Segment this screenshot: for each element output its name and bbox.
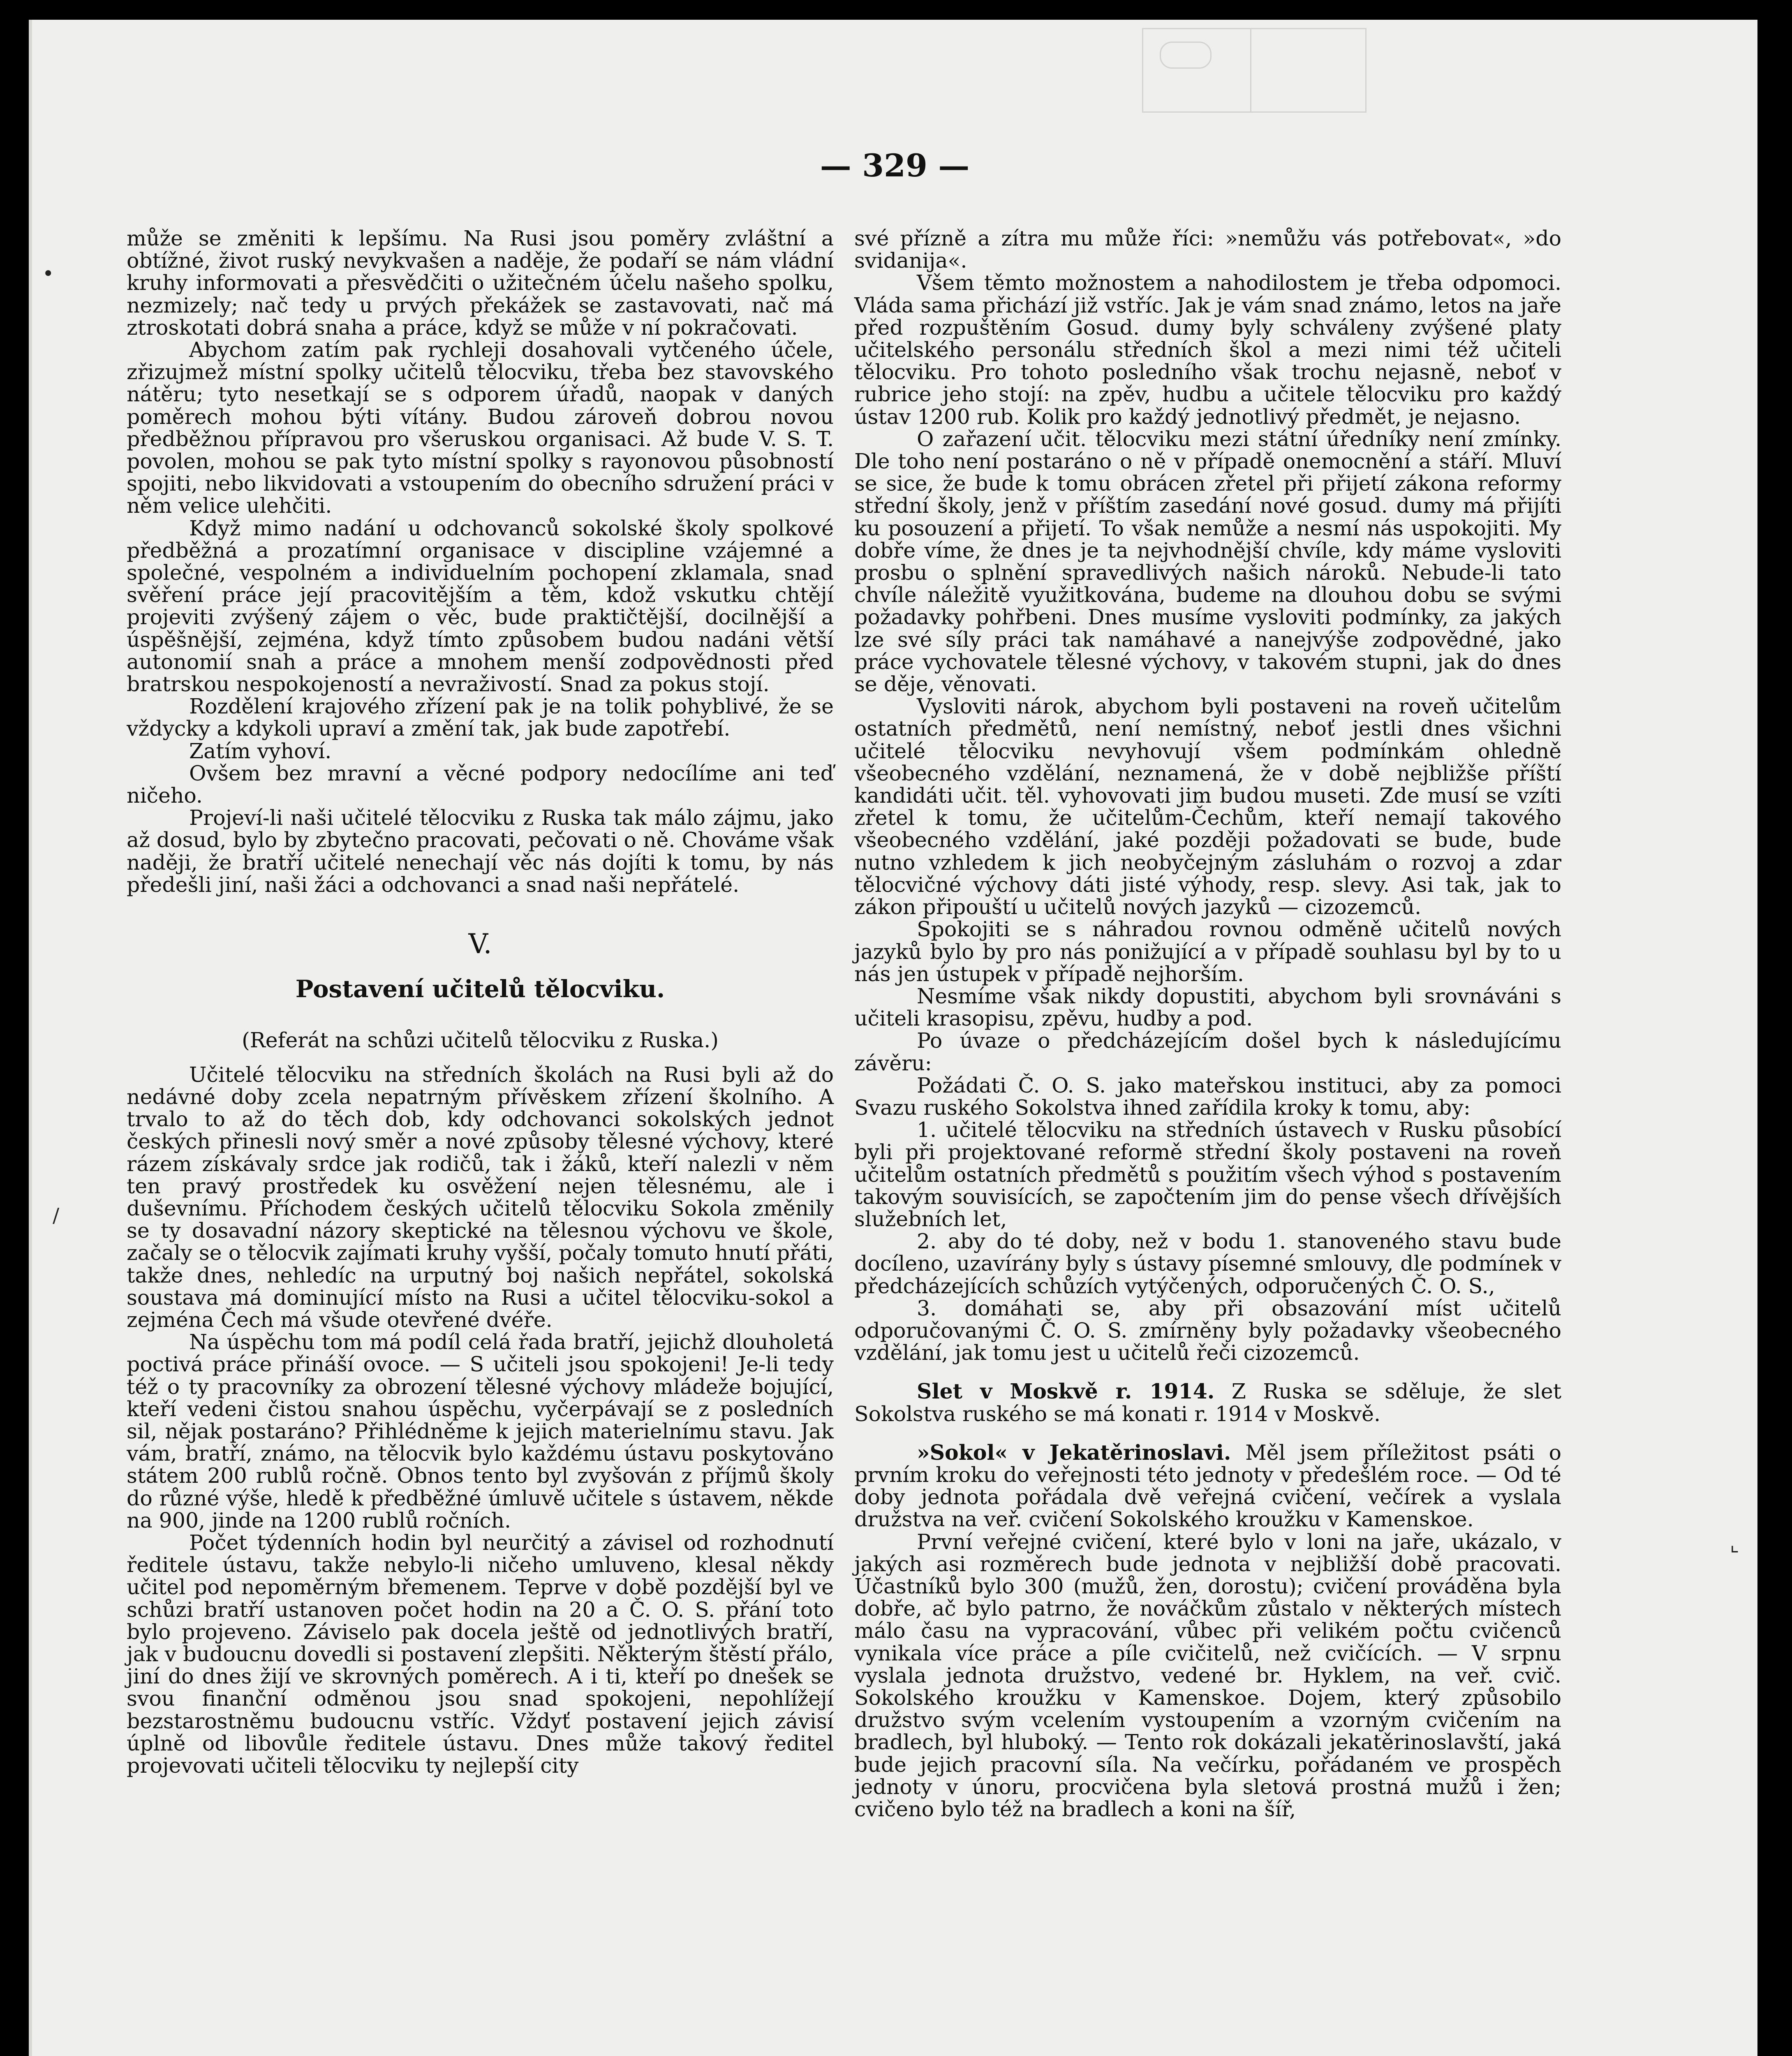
right-paragraphs-2 bbox=[854, 1531, 1561, 1821]
paragraph: První veřejné cvičení, které bylo v loni na jaře, ukázalo, v jakých asi rozměrech bude jednota v nejbližší době pracovati. Účastníků bylo 300 (mužů, žen, dorostu); cvičení prováděna byla dobře, ač bylo patrno, že nováčkům zůstalo v některých místech málo času na vypracování, vůbec při velikém počtu cvičenců vynikala více práce a píle cvičitelů, než cvičících. — V srpnu vyslala jednota družstvo, vedené br. Hyklem, na veř. cvič. Sokolského kroužku v Kamenskoe. Dojem, který způsobilo družstvo svým vcelením vystoupením a vzorným cvičením na bradlech, byl hluboký. — Tento rok dokázali jekatěrinoslavští, jaká bude jejich pracovní síla. Na večírku, pořádaném ve prospěch jednoty v únoru, procvičena byla sletová prostná mužů i žen; cvičeno bylo též na bradlech a koni na šíř, bbox=[854, 1529, 1561, 1822]
left-paragraphs-2 bbox=[127, 1064, 834, 1777]
news-text: Měl jsem příležitost psáti o prvním kroku do veřejnosti této jednoty v předešlém roce. — Od té doby jednota pořádala dvě veřejná cvičení, večírek a vyslala družstva na veř. cvičení Sokolského kroužku v Kamenskoe. bbox=[854, 1440, 1561, 1532]
paragraph: může se změniti k lepšímu. Na Rusi jsou poměry zvláštní a obtížné, život ruský nevykvašen a naděje, že podaří se nám vládní kruhy informovati a přesvědčiti o užitečném účelu našeho spolku, nezmizely; nač tedy u prvých překážek se zastavovati, nač má ztroskotati dobrá snaha a práce, když se může v ní pokračovati. bbox=[127, 226, 834, 340]
paragraph: 3. domáhati se, aby při obsazování míst učitelů odporučovanými Č. O. S. zmírněny byly požadavky všeobecného vzdělání, jak tomu jest u učitelů řeči cizozemců. bbox=[854, 1296, 1561, 1365]
paragraph: 2. aby do té doby, než v bodu 1. stanoveného stavu bude docíleno, uzavírány byly s ústavy písemné smlouvy, dle podmínek v předcházejících schůzích vytýčených, odporučených Č. O. S., bbox=[854, 1229, 1561, 1298]
paragraph: Spokojiti se s náhradou rovnou odměně učitelů nových jazyků bylo by pro nás ponižující a v případě souhlasu byl by to u nás jen ústupek v případě nejhorším. bbox=[854, 917, 1561, 986]
news-headline: Slet v Moskvě r. 1914. bbox=[917, 1379, 1215, 1404]
paragraph: Projeví-li naši učitelé tělocviku z Ruska tak málo zájmu, jako až dosud, bylo by zbytečno pracovati, pečovati o ně. Chováme však naději, že bratří učitelé nenechají věc nás dojíti k tomu, by nás předešli jiní, naši žáci a odchovanci a snad naši nepřátelé. bbox=[127, 806, 834, 897]
margin-mark: • bbox=[42, 262, 54, 285]
paragraph: 1. učitelé tělocviku na středních ústavech v Rusku působící byli při projektované reformě střední školy postaveni na roveň učitelům ostatních předmětů s použitím všech výhod s postavením takovým souvisících, se započtením jim do pense všech dřívějších služebních let, bbox=[854, 1118, 1561, 1231]
paragraph: Učitelé tělocviku na středních školách na Rusi byli až do nedávné doby zcela nepatrným přívěskem zřízení školního. A trvalo to až do těch dob, kdy odchovanci sokolských jednot českých přinesli nový směr a nové způsoby tělesné výchovy, které rázem získávaly srdce jak rodičů, tak i žáků, kteří nalezli v něm ten pravý prostředek ku osvěžení nejen tělesnému, ale i duševnímu. Příchodem českých učitelů tělocviku Sokola změnily se ty dosavadní názory skeptické na tělesnou výchovu ve škole, začaly se o tělocvik zajímati kruhy vyšší, počaly tomuto hnutí přáti, takže dnes, nehledíc na urputný boj našich nepřátel, sokolská soustava má dominující místo na Rusi a učitel tělocviku-sokol a zejména Čech má všude otevřené dvéře. bbox=[127, 1062, 834, 1332]
news-text: Z Ruska se sděluje, že slet Sokolstva ruského se má konati r. 1914 v Moskvě. bbox=[854, 1379, 1561, 1426]
paragraph: Po úvaze o předcházejícím došel bych k následujícímu závěru: bbox=[854, 1028, 1561, 1075]
paragraph: Rozdělení krajového zřízení pak je na tolik pohyblivé, že se vždycky a kdykoli upraví a změní tak, jak bude zapotřebí. bbox=[127, 694, 834, 741]
section-title: Postavení učitelů tělocviku. bbox=[295, 975, 665, 1003]
paragraph: Ovšem bez mravní a věcné podpory nedocílíme ani teď ničeho. bbox=[127, 761, 834, 808]
news-items bbox=[854, 1380, 1561, 1530]
news-item bbox=[854, 1442, 1561, 1531]
paragraph: Počet týdenních hodin byl neurčitý a závisel od rozhodnutí ředitele ústavu, takže nebylo-li ničeho umluveno, klesal někdy učitel pod nepoměrným břemenem. Teprve v době pozdější byl ve schůzi bratří ustanoven počet hodin na 20 a Č. O. S. přání toto bylo projeveno. Záviselo pak docela ještě od jednotlivých bratří, jak v budoucnu dovedli si postavení zlepšiti. Některým štěstí přálo, jiní do dnes žijí ve skrovných poměrech. A i ti, kteří po dnešek se svou finanční odměnou jsou snad spokojeni, nepohlížejí bezstarostněmu budoucnu vstříc. Vždyť postavení jejich závisí úplně od libovůle ředitele ústavu. Dnes může takový ředitel projevovati učiteli tělocviku ty nejlepší city bbox=[127, 1530, 834, 1778]
margin-mark: / bbox=[53, 1204, 60, 1227]
right-paragraphs bbox=[854, 227, 1561, 1364]
library-stamp bbox=[1142, 28, 1367, 113]
paragraph: Abychom zatím pak rychleji dosahovali vytčeného účele, zřizujmež místní spolky učitelů tělocviku, třeba bez stavovského nátěru; tyto nesetkají se s odporem úřadů, naopak v daných poměrech mohou býti vítány. Budou zároveň dobrou novou předběžnou přípravou pro všeruskou organisaci. Až bude V. S. T. povolen, mohou se pak tyto místní spolky s rayonovou působností spojiti, nebo likvidovati a vstoupením do obecního sdružení práci v něm velice ulehčiti. bbox=[127, 338, 834, 518]
paragraph: Všem těmto možnostem a nahodilostem je třeba odpomoci. Vláda sama přichází již vstříc. Jak je vám snad známo, letos na jaře před rozpuštěním Gosud. dumy byly schváleny zvýšené platy učitelského personálu středních škol a mezi nimi též učiteli tělocviku. Pro tohoto posledního však trochu nejasně, neboť v rubrice jeho stojí: na zpěv, hudbu a učitele tělocviku pro každý ústav 1200 rub. Kolik pro každý jednotlivý předmět, je nejasno. bbox=[854, 271, 1561, 429]
left-paragraphs bbox=[127, 227, 834, 896]
page-number: — 329 — bbox=[820, 147, 970, 184]
paragraph: Na úspěchu tom má podíl celá řada bratří, jejichž dlouholetá poctivá práce přináší ovoce. — S učiteli jsou spokojeni! Je-li tedy též o ty pracovníky za obrození tělesné výchovy mládeže bojující, kteří vedeni čistou snahou úspěchu, vyčerpávají se z posledních sil, nějak postaráno? Přihlédněme k jejich materielnímu stavu. Jak vám, bratří, známo, na tělocvik bylo každému ústavu poskytováno státem 200 rublů ročně. Obnos tento byl zvyšován z příjmů školy do různé výše, hledě k předběžné úmluvě učitele s ústavem, někde na 900, jinde na 1200 rublů ročních. bbox=[127, 1330, 834, 1533]
right-column bbox=[854, 227, 1561, 1820]
page-sheet bbox=[29, 20, 1757, 2056]
news-item bbox=[854, 1380, 1561, 1425]
paragraph: Vysloviti nárok, abychom byli postaveni na roveň učitelům ostatních předmětů, není nemístný, neboť jestli dnes všichni učitelé tělocviku nevyhovují všem podmínkám ohledně všeobecného vzdělání, neznamená, že v době nejbližše příští kandidáti učit. těl. vyhovovati jim budou museti. Zde musí se vzíti zřetel k tomu, že učitelům-Čechům, kteří nemají takového všeobecného vzdělání, jaké později požadovati se bude, bude nutno vzhledem k jich neobyčejným zásluhám o rozvoj a zdar tělocvičné výchovy dáti jisté výhody, resp. slevy. Asi tak, jak to zákon připouští u učitelů nových jazyků — cizozemců. bbox=[854, 694, 1561, 919]
section-subtitle: (Referát na schůzi učitelů tělocviku z Ruska.) bbox=[242, 1028, 719, 1052]
paragraph: Zatím vyhoví. bbox=[189, 739, 332, 763]
paragraph: své přízně a zítra mu může říci: »nemůžu vás potřebovat«, »do svidanija«. bbox=[854, 226, 1561, 273]
margin-mark: ⌞ bbox=[1730, 1533, 1739, 1556]
paragraph: Požádati Č. O. S. jako mateřskou instituci, aby za pomoci Svazu ruského Sokolstva ihned zařídila kroky k tomu, aby: bbox=[854, 1073, 1561, 1120]
news-headline: »Sokol« v Jekatěrinoslavi. bbox=[917, 1440, 1231, 1465]
paragraph: O zařazení učit. tělocviku mezi státní úředníky není zmínky. Dle toho není postaráno o ně v případě onemocnění a stáří. Mluví se sice, že bude k tomu obrácen zřetel při přijetí zákona reformy střední školy, jenž v příštím zasedání nové gosud. dumy má přijíti ku posouzení a přijetí. To však nemůže a nesmí nás uspokojiti. My dobře víme, že dnes je ta nejvhodnější chvíle, kdy máme vysloviti prosbu o splnění spravedlivých našich nároků. Nebude-li tato chvíle náležitě využitkována, budeme na dlouhou dobu se svými požadavky pohřbeni. Dnes musíme vysloviti podmínky, za jakých lze své síly práci tak namáhavé a nanejvýše zodpovědné, jako práce vychovatele tělesné výchovy, v takovém stupni, jak do dnes se děje, věnovati. bbox=[854, 426, 1561, 697]
paragraph: Nesmíme však nikdy dopustiti, abychom byli srovnáváni s učiteli krasopisu, zpěvu, hudby a pod. bbox=[854, 984, 1561, 1031]
section-number: V. bbox=[468, 928, 492, 960]
left-column bbox=[127, 227, 834, 1777]
paragraph: Když mimo nadání u odchovanců sokolské školy spolkové předběžná a prozatímní organisace v discipline vzájemné a společné, vespolném a individuelním pochopení zklamala, snad svěření práce její pracovitějším a těm, kdož vskutku chtějí projeviti zvýšený zájem o věc, bude praktičtější, docilnější a úspěšnější, zejména, když tímto způsobem budou nadáni větší autonomií snah a práce a mnohem menší zodpovědnosti před bratrskou nespokojeností a nevraživostí. Snad za pokus stojí. bbox=[127, 516, 834, 697]
